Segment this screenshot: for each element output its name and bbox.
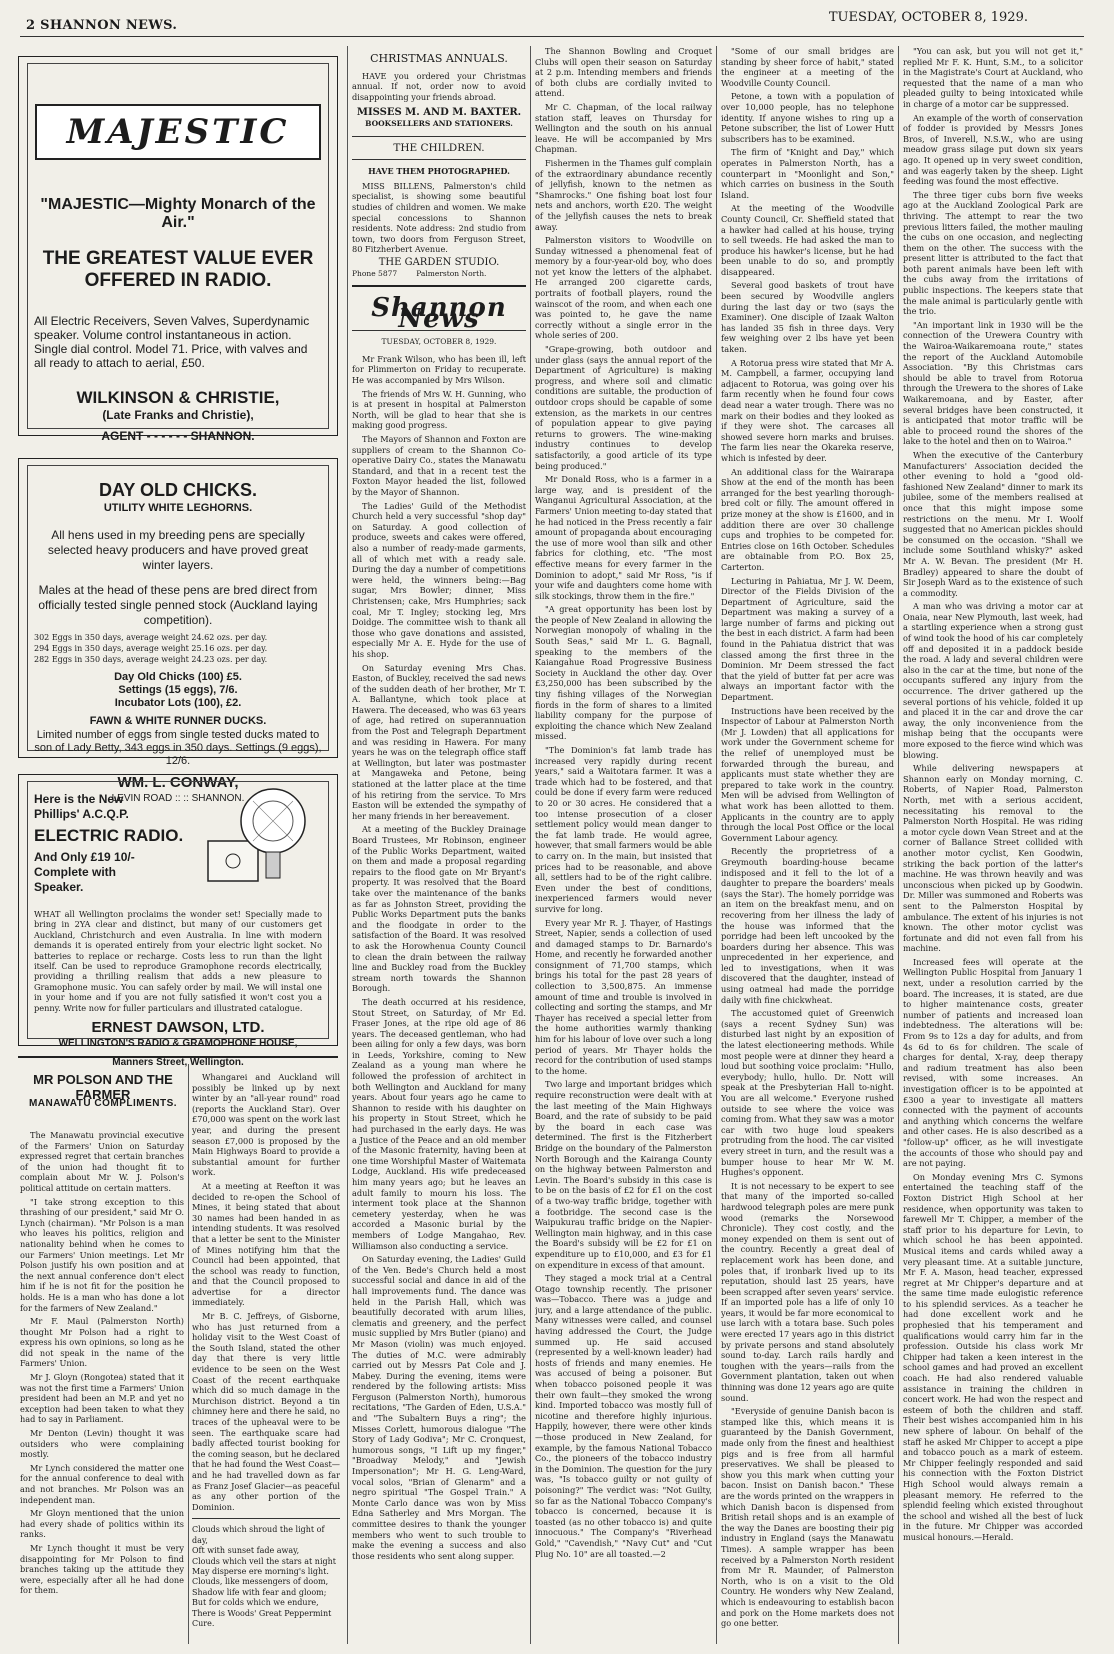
chicks-title: DAY OLD CHICKS. [98,480,258,500]
article-paragraph: When the executive of the Canterbury Manufacturers' Association decided the other evening to hold a "good old-fashioned New Zealand" dinner to mark its jubilee, some of the members realised at once that this might impose some restrictions on the menu. Mr I. Woolf suggested that no American pickles should be consumed on the occasion. "Shall we include some Southland whisky?" asked Mr A. W. Bevan. The president (Mr H. Bradley) appeared to share the doubt of Sir Joseph Ward as to the existence of such a commodity. [903,449,1083,598]
column-3 [352,46,526,1646]
article-paragraph: Increased fees will operate at the Wellington Public Hospital from January 1 next, under a resolution carried by the board. The increases, it is stated, are due to higher maintenance costs, greater number of patients and increased loan indebtedness. The alterations will be: From 9s to 12s a day for adults, and from 4s 6d to 6s for children. The scale of charges for dental, X-ray, deep therapy and radium treatment has also been revised, with some increases. An investigation officer is to be appointed at £300 a year to investigate all matters connected with the payment of accounts and anything which concerns the welfare and other cases. He is also described as a "follow-up" officer, as he will investigate the accounts of those who should pay and are not paying. [903,956,1083,1169]
article-paragraph: Mr Gloyn mentioned that the union had every shade of politics within its ranks. [20,1508,184,1540]
article-paragraph: Lecturing in Pahiatua, Mr J. W. Deem, Director of the Fields Division of the Department of Agriculture, said the Department was making a survey of a large number of farms and picking out the best in each district. A farm had been found in the Pahiatua district that was classed among the first three in the Dominion. Mr Deem stressed the fact that the yield of butter fat per acre was always an important factor with the Department. [721,575,894,703]
article-paragraph: The Shannon Bowling and Croquet Clubs will open their season on Saturday at 2 p.m. Intending members and friends of both clubs are cordially invited to attend. [535,46,712,99]
article-paragraph: The Ladies' Guild of the Methodist Church held a very successful "shop day" on Saturday. A good collection of produce, sweets and cakes were offered, also a number of ready-made garments, all of which met with a ready sale. During the day a number of competitions were held, the winners being:—Bag sugar, Mrs Bowler; dinner, Miss Christensen; cake, Mrs Humphries; sack coal, Mr T. Ingley; stocking leg, Mrs Doidge. The committee wish to thank all those who gave donations and assisted, especially Mr A. E. Hyde for the use of his shop. [352,500,526,659]
column-6 [903,46,1083,1646]
children-subtitle: HAVE THEM PHOTOGRAPHED. [368,166,510,177]
article-paragraph: A man who was driving a motor car at Onaia, near New Plymouth, last week, had a startling experience when a strong gust of wind took the hood of his car completely off and deposited it in a paddock beside the road. A lady and several children were also in the car at the time, but none of the occupants suffered any injury from the occurrence. The driver gathered up the several portions of his vehicle, folded it up and placed it in the car and drove the car away, the only inconvenience from the mishap being that the occupants were more exposed to the fierce wind which was blowing. [903,601,1083,760]
price-line: Incubator Lots (100), £2. [114,697,242,709]
article-paragraph: The firm of "Knight and Day," which operates in Palmerston North, has a counterpart in "Moonlight and Son," which carries on business in the South Island. [721,147,894,200]
egg-record: 294 Eggs in 350 days, average weight 25.16 ozs. per day. [34,644,268,653]
article-paragraph: "An important link in 1930 will be the connection of the Urewera Country with the Wairoa-Waikaremoana route," states the report of the Auckland Automobile Association. "By this Christmas cars should be able to travel from Rotorua through the Urewera to the shores of Lake Waikaremoana, and by Easter, after several bridges have been constructed, it is anticipated that motor traffic will be able to proceed round the shores of the lake to the hotel and then on to Wairoa." [903,319,1083,447]
article-paragraph: Mr Lynch considered the matter one for the annual conference to deal with and not branches. Mr Polson was an independent man. [20,1462,184,1505]
article-paragraph: "The Dominion's fat lamb trade has increased very rapidly during recent years," said a Waitotara farmer. It was a trade which had to be fostered, and that could be done if every farm were reduced to 20 or 30 acres. He considered that a too intense prosecution of a closer settlement policy would mean danger to the fat lamb trade. He would agree, however, that small farmers would be able to carry on. In the main, but insisted that prices had to be reasonable, and above all, settlers had to be of the right calibre. Even under the best of conditions, inexperienced farmers would never survive for long. [535,745,712,914]
column-rule [716,46,717,1644]
article-paragraph: Mr Frank Wilson, who has been ill, left for Plimmerton on Friday to recuperate. He was accompanied by Mrs Wilson. [352,353,526,386]
price-line: Settings (15 eggs), 7/6. [118,684,238,696]
poem-line: Shadow life with fear and gloom; [192,1587,327,1597]
article-paragraph: On Saturday evening, the Ladies' Guild of the Ven. Bede's Church held a most successful social and dance in aid of the hall improvements fund. The dance was held in the Parish Hall, which was beautifully decorated with arum lilies, clematis and greenery, and the perfect music supplied by Mrs Butler (piano) and Mr Mason (violin) was much enjoyed. The duties of M.C. were admirably carried out by Messrs Pat Cole and J. Mabey. During the evening, items were rendered by the following artists: Miss Ferguson (Palmerston North), humorous recitations, "The Garden of Eden, U.S.A." and "The Subaltern Buys a ring"; the Misses Corlett, humorous dialogue "The Story of Lady Godiva"; Mr C. Cronquest, humorous songs, "I Lift up my finger," "Broadway Melody," and "Jewish Impersonation"; Mr H. G. Leng-Ward, vocal solos, "Brian of Glenarm" and a negro spiritual "The Gospel Train." A Monte Carlo dance was won by Miss Edna Satherley and Mrs Morgan. The committee desires to thank the younger members who went to such trouble to make the evening a success and also those residents who sent along supper. [352,1254,526,1561]
egg-record: 302 Eggs in 350 days, average weight 24.62 ozs. per day. [34,633,268,642]
egg-record: 282 Eggs in 350 days, average weight 24.23 ozs. per day. [34,655,268,664]
poem-line: Clouds which shroud the light of day, [192,1525,325,1545]
ducks-body: Limited number of eggs from single tested ducks mated to son of Lady Betty, 343 eggs in 350 days. Settings (9 eggs), 12/6. [34,729,322,767]
polson-story-rule [18,1056,338,1058]
date-header: TUESDAY, OCTOBER 8, 1929. [828,10,1028,25]
radio-set-illustration [178,786,318,886]
masthead-date: TUESDAY, OCTOBER 8, 1929. [381,337,497,347]
article-paragraph: A Rotorua press wire stated that Mr A. M. Campbell, a farmer, occupying land adjacent to Rotorua, was going over his farm recently when he found four cows dead near a water trough. There was no mark on their bodies and they looked as if they were shot. The carcases all showed severe horn marks and bruises. The farm lies near the Okareka reserve, which is infested by deer. [721,357,894,463]
article-paragraph: On Monday evening Mrs C. Symons entertained the teaching staff of the Foxton District High School at her residence, when opportunity was taken to farewell Mr T. Chipper, a member of the staff prior to his departure for Levin, to which school he has been appointed. Musical items and cards whiled away a very pleasant time. At a suitable juncture, Mr F. A. Mason, head teacher, expressed regret at Mr Chipper's departure and at the same time made eulogistic reference to his splendid services. As a teacher he had done excellent work and he prophesied that his temperament and qualifications would carry him far in the profession. Outside his class work Mr Chipper had taken a keen interest in the school games and had proved an excellent coach. He had also rendered valuable assistance in training the children in concert work. He had won the respect and esteem of both the children and staff. Their best wishes accompanied him in his new sphere of labour. On behalf of the staff he asked Mr Chipper to accept a pipe and tobacco pouch as a mark of esteem. Mr Chipper feelingly responded and said his connection with the Foxton District High School would always remain a pleasant memory. He referred to the splendid feeling which existed throughout the school and wished all the best of luck in the future. Mr Chipper was accorded musical honours.—Herald. [903,1171,1083,1542]
poem-line: There is Woods' Great Peppermint Cure. [192,1608,332,1628]
majestic-radio-ad [18,56,338,443]
article-paragraph: Every year Mr R. J. Thayer, of Hastings Street, Napier, sends a collection of used and damaged stamps to Dr. Barnardo's Home, and recently he forwarded another consignment of 71,700 stamps, which brings his total for the past 28 years of collection to 3,500,875. An immense amount of time and trouble is involved in collecting and sorting the stamps, and Mr Thayer has received a special letter from the home authorities warmly thanking him for his labour of love over such a long period of years. Mr Thayer holds the record for the contribution of used stamps to the home. [535,917,712,1076]
article-paragraph: Mr C. Chapman, of the local railway station staff, leaves on Thursday for Wellington and the south on his annual leave. He will be accompanied by Mrs Chapman. [535,101,712,155]
article-paragraph: At a meeting at Reefton it was decided to re-open the School of Mines, it being stated that about 30 names had been handed in as intending students. It was resolved that a letter be sent to the Minister of Mines notifying him that the Council had been appointed, that the school was ready to function, and that the Council proposed to advertise for a director immediately. [192,1180,340,1308]
article-paragraph: "Grape-growing, both outdoor and under glass (says the annual report of the Department of Agriculture) is making progress, and where soil and climatic conditions are suitable, the production of outdoor crops should be capable of some extension, as the markets in our centres of population appear to give paying returns to growers. The wine-making industry continues to develop satisfactorily, a good article of its type being produced." [535,344,712,471]
poem-line: Clouds which veil the stars at night [192,1556,336,1566]
majestic-body: All Electric Receivers, Seven Valves, Superdynamic speaker. Volume control instantaneous in action. Single dial control. Model 71. Price, with valves and all ready to attach to aerial, £50. [34,314,310,370]
chicks-subtitle: UTILITY WHITE LEGHORNS. [103,502,253,514]
radio-firm-sub: WELLINGTON'S RADIO & GRAMOPHONE HOUSE, [58,1038,298,1050]
column-5 [721,46,894,1646]
majestic-logo: MAJESTIC [35,104,322,160]
article-paragraph: The three tiger cubs born five weeks ago at the Auckland Zoological Park are thriving. The attempt to rear the two previous litters failed, the mother mauling the cubs on one occasion, and neglecting them on the other. The success with the present litter is attributed to the fact that both parent animals have been left with the cubs away from the irritations of public inspections. The keepers state that the male animal is particularly gentle with the trio. [903,189,1083,317]
children-body: MISS BILLENS, Palmerston's child specialist, is showing some beautiful studies of children and women. We make special concessions to Shannon residents. Note address: 2nd studio from town, two doors from Ferguson Street, 80 Fitzherbert Avenue. [352,180,526,255]
page-number-header: 2 SHANNON NEWS. [26,18,178,33]
article-paragraph: On Saturday evening Mrs Chas. Easton, of Buckley, received the sad news of the sudden death of her brother, Mr T. A. Ballantyne, which took place at Hawera. The deceased, who was 63 years of age, had retired on superannuation from the Post and Telegraph Department and was residing in Hawera. For many years he was on the telegraph office staff at Wellington, but later was postmaster at Mangaweka and Petone, being stationed at the latter place at the time of his retiring from the service. To Mrs Easton will be extended the sympathy of her many friends in her bereavement. [352,662,526,821]
peppermint-cure-poem [192,1525,340,1629]
majestic-tagline: "MAJESTIC—Mighty Monarch of the Air." [40,196,316,231]
majestic-agent: AGENT - - - - - - SHANNON. [101,429,255,443]
article-paragraph: The Manawatu provincial executive of the Farmers' Union on Saturday expressed regret that certain branches of the union had thought fit to complain about Mr W. J. Polson's political attitude on certain matters. [20,1130,184,1193]
article-paragraph: At a meeting of the Buckley Drainage Board Trustees, Mr Robinson, engineer of the Public Works Department, waited on them and made a proposal regarding repairs to the flood gate on Mr Bryant's property. It was resolved that the Board take over the maintenance of the banks as far as Johnston Street, providing the Public Works Department puts the banks and the floodgate in order to the satisfaction of the Board. It was resolved to ask the Horowhenua County Council to clean the drain between the railway line and Buckley road from the Buckley stream north towards the Shannon Borough. [352,824,526,994]
article-paragraph: "Some of our small bridges are standing by sheer force of habit," stated the engineer at a meeting of the Woodville County Council. [721,46,894,88]
column-rule [352,136,526,137]
header-rule [20,36,1084,37]
baxter-sub: BOOKSELLERS AND STATIONERS. [365,118,513,128]
polson-subhead: MANAWATU COMPLIMENTS. [28,1098,178,1109]
article-paragraph: Petone, a town with a population of over 10,000 people, has no telephone identity. If anyone wishes to ring up a Petone subscriber, the list of Lower Hutt subscribers has to be examined. [721,91,894,144]
column-rule [530,46,531,1644]
article-paragraph: The death occurred at his residence, Stout Street, on Saturday, of Mr Ed. Fraser Jones, at the ripe old age of 86 years. The deceased gentleman, who had been ailing for only a few days, was born in Leeds, Yorkshire, coming to New Zealand as a young man where he followed the profession of architect in both Wellington and Auckland for many years. About four years ago he came to Shannon to reside with his daughter on his property in Stout Street, which he had purchased in the early days. He was a Justice of the Peace and an old member of the Masonic fraternity, having been at one time Worshipful Master of Waitemata Lodge, Auckland. His wife predeceased him many years ago; but he leaves an adult family to mourn his loss. The interment took place at the Shannon cemetery yesterday, when he was accorded a Masonic burial by the members of Lodge Mangahao, Rev. Williamson also conducting a service. [352,996,526,1251]
article-paragraph: Instructions have been received by the Inspector of Labour at Palmerston North (Mr J. Lowden) that all applications for work under the Government scheme for the relief of unemployed must be forwarded through the bureau, and applicants must state whether they are prepared to take work in the country. Men will be advised from Wellington of what work has been allotted to them. Applicants in the country are to apply through the local Post Office or the local Government Labour agency. [721,705,894,843]
polson-headline: MR POLSON AND THE FARMER [33,1072,173,1102]
phillips-radio-ad [18,774,338,1069]
article-paragraph: "Everyside of genuine Danish bacon is stamped like this, which means it is guaranteed by the Danish Government, made only from the finest and healthiest pigs and is free from all harmful preservatives. We shall be pleased to show you this mark when cutting your bacon. Insist on Danish bacon." These are the words printed on the wrappers in which Danish bacon is dispensed from British retail shops and is an example of the way the Danes are boosting their pig industry in England (says the Manawatu Times). A sample wrapper has been received by a Palmerston North resident from Mr R. Maunder, of Palmerston North, who is on a visit to the Old Country. He wonders why New Zealand, which is endeavouring to establish bacon and pork on the Home markets does not go one better. [721,1406,894,1629]
article-paragraph: Mr Denton (Levin) thought it was outsiders who were complaining mostly. [20,1428,184,1460]
article-paragraph: Mr Donald Ross, who is a farmer in a large way, and is president of the Wanganui Agricultural Association, at the Farmers' Union meeting to-day stated that he had noticed in the Press recently a fair amount of propaganda about encouraging the use of more wool than silk and other fabrics for clothing, etc. "The most effective means for every farmer in the Dominion to adopt," said Mr Ross, "is if your wife and daughters come home with silk stockings, throw them in the fire." [535,474,712,601]
article-paragraph: It is not necessary to be expert to see that many of the imported so-called hardwood telegraph poles are mere punk wood (remarks the Norsewood Chronicle). They cost costly, and the money expended on them is sent out of the country. Recently a great deal of replacement work has been done, and poles that, if ironbark lived up to its reputation, should last 25 years, have been scrapped after seven years' service. If an imported pole has a life of only 10 years, it would be far more economical to use larch with a totara base. Such poles were erected 17 years ago in this district by private persons and stand absolutely sound to-day. Larch rails hardly and toughen with the years—rails from the Government plantation, taken out when thinning was done 12 years ago are quite sound. [721,1180,894,1403]
radio-street: Manners Street, Wellington. [112,1057,244,1069]
chicks-ad [18,458,338,804]
article-paragraph: "I take strong exception to this thrashing of our president," said Mr O. Lynch (chairman). "Mr Polson is a man who leaves his politics, religion and nationality behind when he comes to our Farmers' Union meetings. Let Mr Polson justify his own position and at the next annual conference don't elect him if he is not fit for the position he holds. He is a man who has done a lot for the farmers of New Zealand." [20,1196,184,1313]
column-rule [192,1518,340,1519]
column-rule [898,46,899,1644]
majestic-dealer-sub: (Late Franks and Christie), [102,408,254,422]
christmas-annuals-body: HAVE you ordered your Christmas annual. If not, order now to avoid disappointing your friends abroad. [352,70,526,102]
article-paragraph: Mr B. C. Jeffreys, of Gisborne, who has just returned from a holiday visit to the West Coast of the South Island, stated the other day that there is very little evidence to be seen on the West Coast of the recent earthquake which did so much damage in the Murchison district. Beyond a tin chimney here and there he said, no traces of the upheaval were to be seen. The earthquake scare had badly affected tourist booking for the coming season, but he declared that he had found the West Coast—and he had travelled down as far as Franz Josef Glacier—as peaceful as any other portion of the Dominion. [192,1311,340,1512]
children-title: THE CHILDREN. [393,141,485,154]
column-rule [352,285,526,287]
article-paragraph: "A great opportunity has been lost by the people of New Zealand in allowing the Norwegian monopoly of whaling in the South Seas," said Mr L. G. Bagnall, speaking to the members of the Kaiangahue Road Progressive Business Society in Auckland the other day. Over £3,250,000 has been subscribed by the tiny fishing villages of the Norwegian fiords in the form of shares to a limited liability company for the purpose of exploiting the chance which New Zealand missed. [535,604,712,742]
shannon-news-masthead: Shannon News [371,293,507,334]
chicks-egg-records [34,632,322,665]
polson-column-1 [20,1130,184,1646]
article-paragraph: The friends of Mrs W. H. Gunning, who is at present in hospital at Palmerston North, will be glad to hear that she is making good progress. [352,388,526,431]
price-line: Day Old Chicks (100) £5. [114,671,242,683]
article-paragraph: While delivering newspapers at Shannon early on Monday morning, C. Roberts, of Napier Road, Palmerston North, met with a serious accident, necessitating his removal to the Palmerston North Hospital. He was riding a motor cycle down Vean Street and at the corner of Ballance Street collided with another motor cyclist, Ken Goodwin, striking the back portion of the latter's machine. He was thrown heavily and was unconscious when picked up by Goodwin. Dr. Miller was summoned and Roberts was sent to the Palmerston Hospital by ambulance. The extent of his injuries is not known. The other motor cyclist was fortunate and did not even fall from his machine. [903,763,1083,954]
chicks-intro: All hens used in my breeding pens are specially selected heavy producers and have proved great winter layers. [47,528,309,572]
radio-price: And Only £19 10/- Complete with Speaker. [34,850,135,894]
studio-phone: Phone 5877 Palmerston North. [352,268,487,278]
garden-studio: THE GARDEN STUDIO. [378,256,500,268]
article-paragraph: At the meeting of the Woodville County Council, Cr. Sheffield stated that a hawker had called at his house, trying to sell tweeds. He had asked the man to produce his hawker's license, but he had been unable to do so, and promptly disappeared. [721,203,894,277]
article-paragraph: Palmerston visitors to Woodville on Sunday witnessed a phenomenal feat of memory by a four-year-old boy, who does not yet know the letters of the alphabet. He arranged 200 cigarette cards, portraits of football players, round the wainscot of the room, and when each one was pointed to, he gave the name correctly without a single error in the whole series of 200. [535,235,712,341]
article-paragraph: Fishermen in the Thames gulf complain of the extraordinary abundance recently of jellyfish, known to the netmen as "Shamrocks." One fishing boat lost four nets and anchors, worth £20. The weight of the jellyfish causes the nets to break away. [535,157,712,232]
chicks-seller: WM. L. CONWAY, [117,774,239,791]
article-paragraph: The Mayors of Shannon and Foxton are suppliers of cream to the Shannon Co-operative Dairy Co., states the Manawatu Standard, and that in a recent test the Foxton Mayor headed the list, followed by the Mayor of Shannon. [352,434,526,497]
column-4 [535,46,712,1646]
chicks-prices [34,671,322,710]
article-paragraph: They staged a mock trial at a Central Otago township recently. The prisoner was—Tobacco. There was a judge and jury, and a large attendance of the public. Many witnesses were called, and counsel having addressed the Court, the Judge summed up. He said accused (represented by a well-known leader) had hosts of friends and many enemies. He was accused of being a poisoner. But when tobacco poisoned people it was their own fault—they smoked the wrong kind. Imported tobacco was mostly full of nicotine and therefore highly injurious. Happily, however, there were other kinds—those produced in New Zealand, for example, by the famous National Tobacco Co., the pioneers of the tobacco industry in the Dominion. The question for the jury was, "Is tobacco guilty or not guilty of poisoning?" The verdict was: "Not Guilty, so far as the National Tobacco Company's tobacco is concerned, because it is toasted (as no other tobacco is) and quite innocuous." The Company's "Riverhead Gold," "Cavendish," "Navy Cut" and "Cut Plug No. 10" are all toasted.—2 [535,1273,712,1559]
article-paragraph: An additional class for the Wairarapa Show at the end of the month has been arranged for the best yearling thorough-bred colt or filly. The amount offered in prize money at the show is £1600, and in addition there are over 30 challenge cups and trophies to be competed for. Entries close on 16th October. Schedules are obtainable from P.O. Box 25, Carterton. [721,466,894,572]
article-paragraph: Whangarei and Auckland will possibly be linked up by next winter by an "all-year round" road (reports the Auckland Star). Over £70,000 was spent on the work last year, and during the present season £7,000 is proposed by the Main Highways Board to provide a substantial amount for further work. [192,1072,340,1178]
radio-body: WHAT all Wellington proclaims the wonder set! Specially made to bring in 2YA clear and distinct, but many of our customers get Auckland, Christchurch and even Australia. In line with modern demands it is operated entirely from your electric light socket. No batteries to replace or recharge. Costs less to run than the light itself. Can be used to reproduce Gramophone records electrically, providing a thrilling realism that adds a new pleasure to Gramophone music. You can safely order by mail. We will instal one in your home and if you are not fully satisfied it won't cost you a penny. Write now for fuller particulars and illustrated catalogue. [34,909,322,1013]
radio-intro: Here is the New Phillips' A.C.Q.P. [34,792,129,821]
majestic-headline: THE GREATEST VALUE EVER OFFERED IN RADIO. [42,248,314,291]
radio-title: ELECTRIC RADIO. [34,826,184,845]
poem-line: May disperse ere morning's light. [192,1566,329,1576]
polson-column-2 [192,1072,340,1646]
majestic-dealer: WILKINSON & CHRISTIE, [76,388,280,407]
article-paragraph: Several good baskets of trout have been secured by Woodville anglers during the last day or two (says the Examiner). One disciple of Izaak Walton has landed 35 fish in three days. Very few weighing over 2 lbs have yet been taken. [721,280,894,355]
poem-line: Oft with sunset fade away, [192,1546,300,1556]
article-paragraph: Two large and important bridges which require reconstruction were dealt with at the last meeting of the Main Highways Board, and the rate of subsidy to be paid by the board in each case was determined. The first is the Fitzherbert Bridge on the boundary of the Palmerston North Borough and the Kairanga County on the highway between Palmerston and Levin. The Board's subsidy in this case is to be on the basis of £2 for £1 on the cost of a two-way traffic bridge, together with a footbridge. The second case is the Waipukurau traffic bridge on the Napier-Wellington main highway, and in this case the Board's subsidy will be £2 for £1 on expenditure up to £10,000, and £3 for £1 on expenditure in excess of that amount. [535,1079,712,1270]
column-rule [347,46,348,1644]
article-paragraph: The accustomed quiet of Greenwich (says a recent Sydney Sun) was disturbed last night by an exposition of the latest electioneering methods. While most people were at dinner they heard a loud but soothing voice proclaim: "Hullo, everybody; hullo, hullo. Dr. Nott will speak at the Presbyterian Hall to-night. You are all welcome." Everyone rushed outside to see where the voice was coming from. What they saw was a motor car with two huge loud speakers protruding from the hood. The car visited every street in turn, and the result was a bumper house to hear Mr W. M. Hughes's opponent. [721,1008,894,1178]
column-rule [352,159,526,160]
ducks-title: FAWN & WHITE RUNNER DUCKS. [89,715,267,727]
article-paragraph: Mr Lynch thought it must be very disappointing for Mr Polson to find branches taking up the attitude they were, especially after all he had done for them. [20,1542,184,1596]
column-rule [188,1064,189,1644]
article-paragraph: Mr J. Gloyn (Rongotea) stated that it was not the first time a Farmers' Union president had been an M.P. and yet no exception had been taken to what they had to say in Parliament. [20,1372,184,1425]
poem-line: Clouds, like messengers of doom, [192,1577,329,1587]
chicks-address: LEVIN ROAD :: :: SHANNON. [111,793,245,804]
article-paragraph: An example of the worth of conservation of fodder is provided by Messrs Jones Bros, of Inverell, N.S.W., who are using meadow grass silage put down six years ago. It opened up in very sweet condition, and was eagerly taken by the sheep. Light feeding was found the most effective. [903,112,1083,187]
radio-firm: ERNEST DAWSON, LTD. [91,1019,265,1037]
article-paragraph: Mr F. Maul (Palmerston North) thought Mr Polson had a right to express his own opinions, so long as he did not speak in the name of the Farmers' Union. [20,1316,184,1369]
poem-line: But for colds which we endure, [192,1598,319,1608]
chicks-males: Males at the head of these pens are bred direct from officially tested single penned stock (Auckland laying competition). [38,583,318,627]
article-paragraph: "You can ask, but you will not get it," replied Mr F. K. Hunt, S.M., to a solicitor in the Magistrate's Court at Auckland, who requested that the name of a man who pleaded guilty to being intoxicated while in charge of a motor car be suppressed. [903,46,1083,109]
article-paragraph: Recently the proprietress of a Greymouth boarding-house became indisposed and it fell to the lot of a daughter to prepare the boarders' meals (says the Star). The homely porridge was an item on the breakfast menu, and on recovering from her illness the lady of the house was informed that the porridge had been left uncooked by the boarders during her absence. This was unprecedented in her experience, and led to investigations, when it was discovered that the daughter, instead of using oatmeal had made the porridge daily with fine chickwheat. [721,846,894,1005]
baxter-name: MISSES M. AND M. BAXTER. [356,107,522,119]
christmas-annuals-title: CHRISTMAS ANNUALS. [370,52,508,65]
